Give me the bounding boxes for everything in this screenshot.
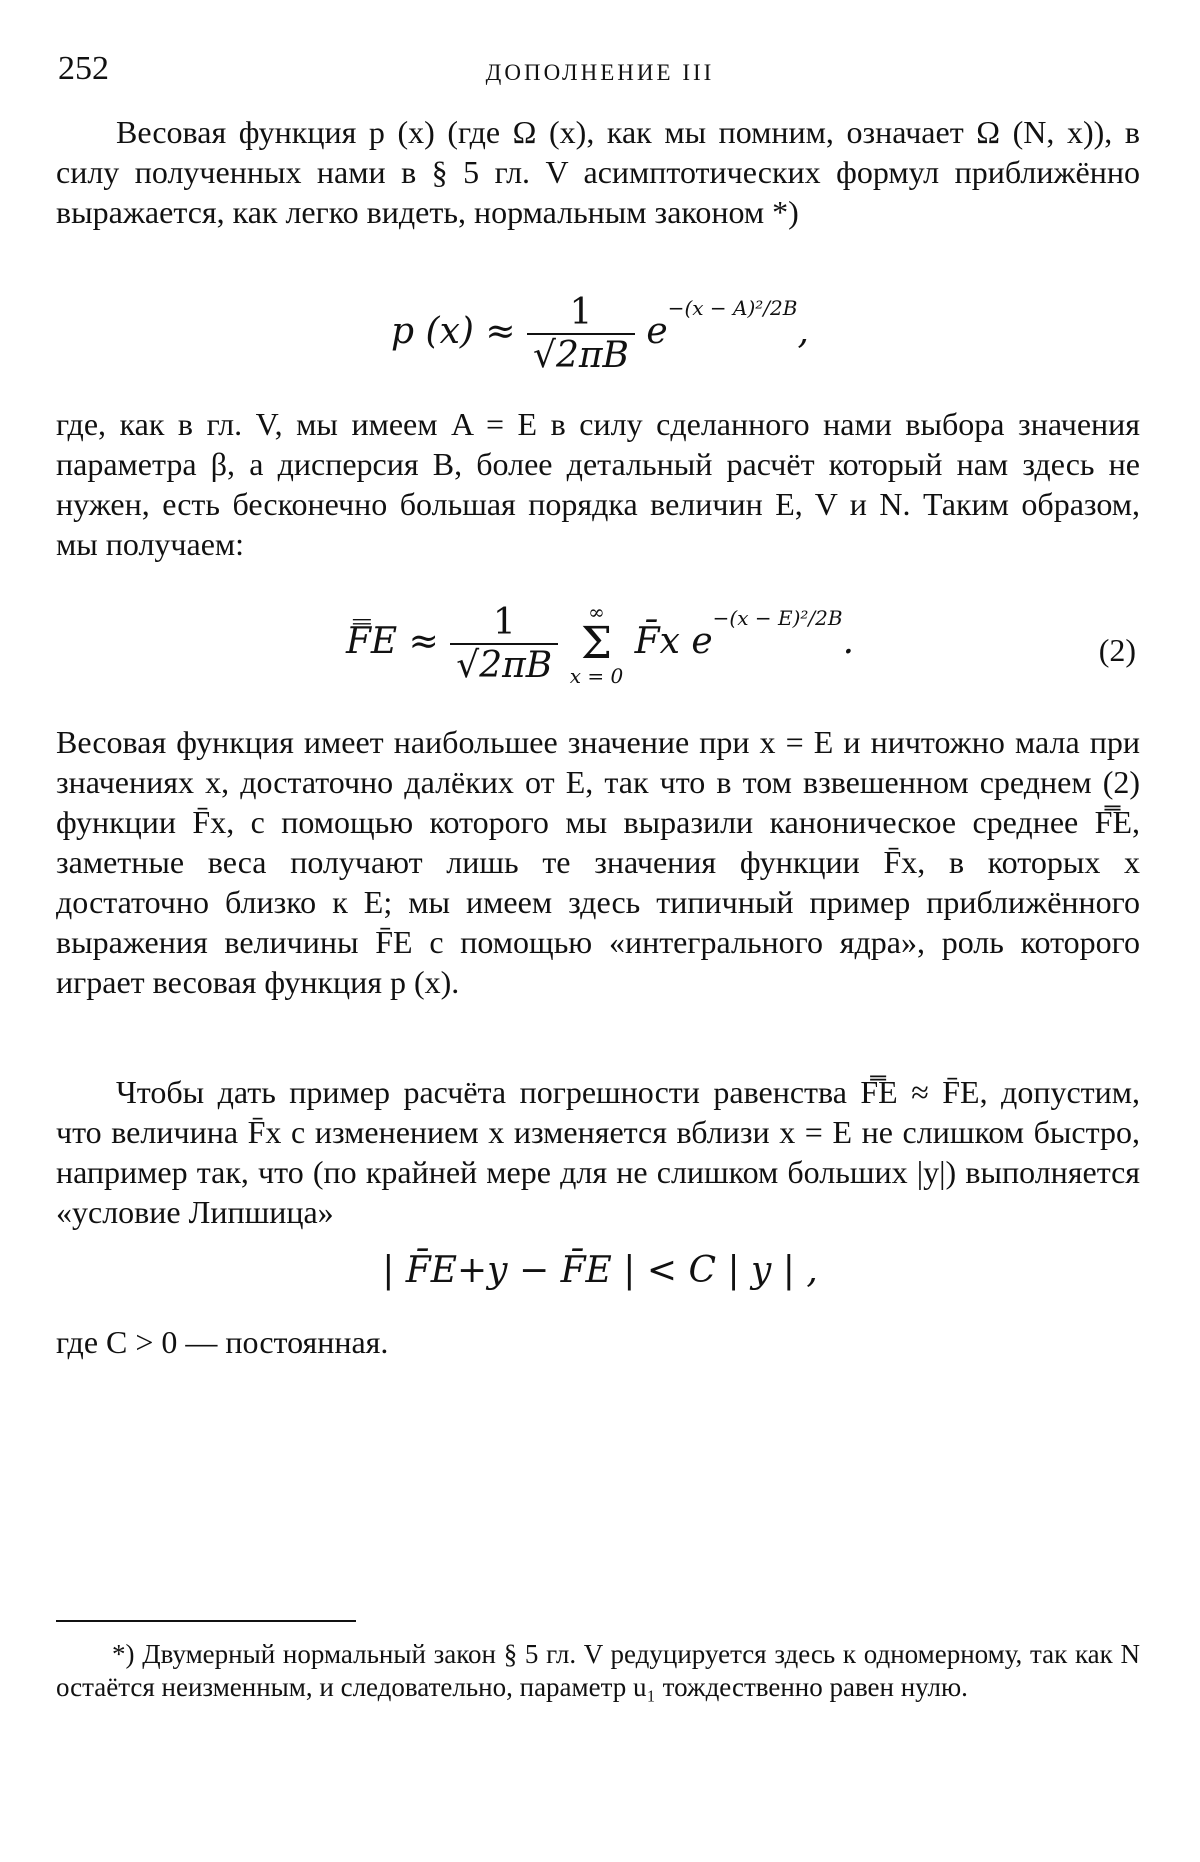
formula-2-number: (2) [1098, 632, 1136, 668]
formula-normal-law: p (x) ≈ $\frac{1}{√2\pi B}$ $e^{-(x - A)^2/2B}$, [391, 292, 809, 376]
formula-lipschitz: | F̄E+y − F̄E | < C | y | , [382, 1250, 818, 1291]
formula-2-numerator: 1 [450, 602, 558, 645]
formula-2-tail: . [842, 621, 855, 662]
formula-2-exponent: −(x − E)²/2B [712, 606, 843, 630]
footnote-divider [56, 1620, 356, 1622]
page-header [54, 40, 1146, 90]
footnote: *) Двумерный нормальный закон § 5 гл. V редуцируется здесь к одномерному, так как N остаётся неизменным, и следовательно, параметр u₁ тождественно равен нулю. [56, 1639, 1140, 1702]
formula-1-numerator: 1 [527, 292, 635, 335]
paragraph-integral-kernel: Весовая функция имеет наибольшее значение при x = E и ничтожно мала при значениях x, достаточно далёких от E, так что в том взвешенном среднем (2) функции F̄x, с помощью которого мы выразили каноническое среднее F̿E, заметные веса получают лишь те значения функции F̄x, в которых x достаточно близко к E; мы имеем здесь типичный пример приближённого выражения величины F̄E с помощью «интегрального ядра», роль которого играет весовая функция p (x). [56, 724, 1140, 1000]
formula-2-sigma: Σ [580, 618, 612, 669]
formula-1-lhs: p (x) ≈ [391, 311, 516, 352]
formula-2-sum-bottom: x = 0 [569, 664, 624, 688]
running-title: ДОПОЛНЕНИЕ III [485, 60, 715, 85]
formula-2 [0, 600, 1200, 688]
paragraph-constant: где C > 0 — постоянная. [56, 1324, 389, 1360]
formula-1-fraction [527, 292, 635, 376]
formula-2-sum-top: ∞ [588, 600, 605, 624]
formula-2-denominator: √2πB [456, 645, 553, 686]
paragraph-error-estimate: Чтобы дать пример расчёта погрешности равенства F̿E ≈ F̄E, допустим, что величина F̄x с изменением x изменяется вблизи x = E не слишком быстро, например так, что (по крайней мере для не слишком больших |y|) выполняется «условие Липшица» [56, 1074, 1140, 1230]
formula-2-lhs: F̿E ≈ [345, 621, 439, 662]
formula-1-tail: , [797, 311, 809, 352]
formula-2-body: F̄x e [634, 621, 713, 662]
paragraph-dispersion: где, как в гл. V, мы имеем A = E в силу сделанного нами выбора значения параметра β, а дисперсия B, более детальный расчёт который нам здесь не нужен, есть бесконечно большая порядка величин E, V и N. Таким образом, мы получаем: [56, 406, 1140, 562]
page-number: 252 [58, 50, 109, 87]
formula-1-exponent: −(x − A)²/2B [667, 296, 798, 320]
formula-2-sum [570, 600, 623, 688]
formula-1-denominator: √2πB [533, 335, 629, 376]
formula-2-fraction [450, 602, 558, 686]
paragraph-weight-function: Весовая функция p (x) (где Ω (x), как мы помним, означает Ω (N, x)), в силу полученных нами в § 5 гл. V асимптотических формул приближённо выражается, как легко видеть, нормальным законом *) [56, 114, 1140, 230]
